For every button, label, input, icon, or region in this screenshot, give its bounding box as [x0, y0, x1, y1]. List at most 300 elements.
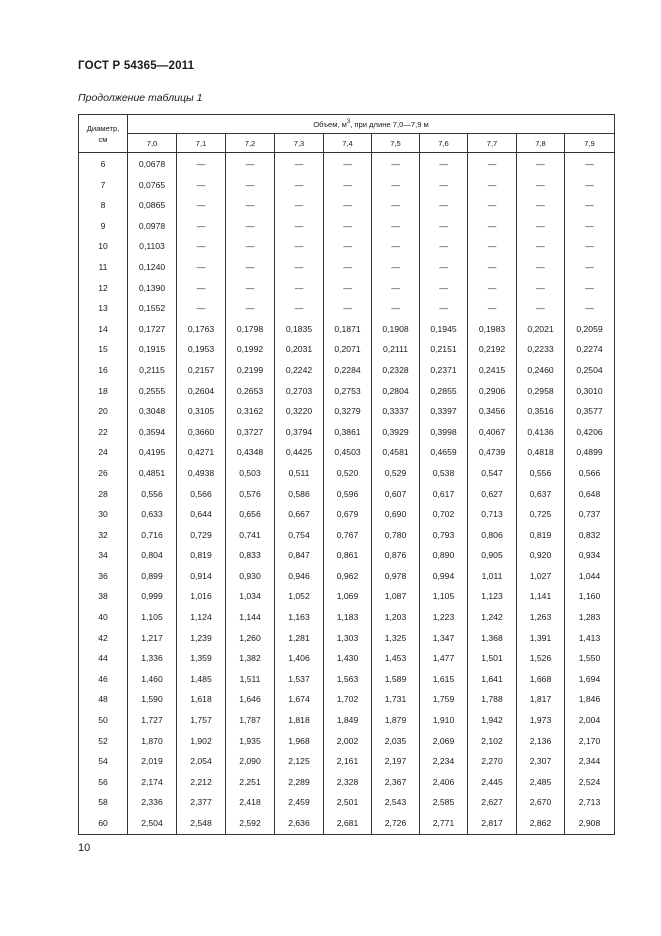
- volume-cell: 2,485: [517, 772, 565, 793]
- volume-cell: —: [275, 298, 324, 319]
- table-row: [79, 751, 615, 772]
- volume-cell: 1,413: [565, 628, 615, 649]
- volume-cell: —: [372, 195, 420, 216]
- volume-cell: 0,3010: [565, 381, 615, 402]
- volume-cell: 0,4739: [468, 442, 517, 463]
- volume-cell: —: [517, 195, 565, 216]
- volume-cell: 0,586: [275, 484, 324, 505]
- volume-cell: 0,930: [226, 566, 275, 587]
- volume-cell: 1,787: [226, 710, 275, 731]
- volume-cell: 1,910: [420, 710, 468, 731]
- volume-cell: 2,125: [275, 751, 324, 772]
- length-header-cell: 7,1: [177, 134, 226, 153]
- volume-cell: —: [324, 153, 372, 175]
- volume-cell: —: [275, 216, 324, 237]
- volume-cell: 1,694: [565, 669, 615, 690]
- volume-cell: 2,197: [372, 751, 420, 772]
- diameter-cell: 46: [79, 669, 128, 690]
- volume-cell: —: [177, 175, 226, 196]
- volume-cell: 0,4206: [565, 422, 615, 443]
- volume-cell: 1,163: [275, 607, 324, 628]
- table-row: [79, 586, 615, 607]
- volume-cell: 1,590: [128, 689, 177, 710]
- volume-cell: —: [372, 236, 420, 257]
- table-row: [79, 360, 615, 381]
- volume-cell: 0,1798: [226, 319, 275, 340]
- table-row: [79, 669, 615, 690]
- volume-cell: 1,359: [177, 648, 226, 669]
- length-header-cell: 7,8: [517, 134, 565, 153]
- volume-cell: 0,3397: [420, 401, 468, 422]
- volume-cell: 0,920: [517, 545, 565, 566]
- volume-cell: 0,4818: [517, 442, 565, 463]
- volume-cell: 0,1871: [324, 319, 372, 340]
- volume-cell: 0,556: [128, 484, 177, 505]
- diameter-cell: 48: [79, 689, 128, 710]
- volume-cell: 1,615: [420, 669, 468, 690]
- volume-cell: 2,585: [420, 792, 468, 813]
- volume-cell: 1,589: [372, 669, 420, 690]
- volume-cell: 2,377: [177, 792, 226, 813]
- table-caption: Продолжение таблицы 1: [78, 92, 203, 104]
- volume-cell: 0,2031: [275, 339, 324, 360]
- volume-cell: 1,485: [177, 669, 226, 690]
- volume-cell: 1,731: [372, 689, 420, 710]
- volume-cell: 1,281: [275, 628, 324, 649]
- volume-cell: —: [324, 298, 372, 319]
- volume-cell: 1,368: [468, 628, 517, 649]
- volume-cell: 1,563: [324, 669, 372, 690]
- volume-cell: 2,234: [420, 751, 468, 772]
- volume-cell: 2,307: [517, 751, 565, 772]
- diameter-cell: 20: [79, 401, 128, 422]
- volume-cell: —: [420, 195, 468, 216]
- volume-cell: —: [420, 236, 468, 257]
- volume-cell: 0,847: [275, 545, 324, 566]
- volume-cell: 0,556: [517, 463, 565, 484]
- volume-cell: 0,4425: [275, 442, 324, 463]
- volume-cell: 0,4659: [420, 442, 468, 463]
- volume-cell: 0,934: [565, 545, 615, 566]
- volume-cell: —: [177, 257, 226, 278]
- volume-cell: 0,2151: [420, 339, 468, 360]
- volume-cell: 1,283: [565, 607, 615, 628]
- volume-cell: —: [226, 298, 275, 319]
- volume-cell: —: [226, 236, 275, 257]
- volume-cell: 0,566: [565, 463, 615, 484]
- volume-cell: 1,817: [517, 689, 565, 710]
- volume-cell: 1,477: [420, 648, 468, 669]
- volume-cell: 2,035: [372, 731, 420, 752]
- volume-cell: —: [565, 257, 615, 278]
- volume-cell: 0,2855: [420, 381, 468, 402]
- diameter-column-header: [79, 115, 128, 153]
- diameter-header-line2: см: [98, 134, 108, 144]
- volume-cell: —: [324, 257, 372, 278]
- volume-cell: 1,336: [128, 648, 177, 669]
- table-row: [79, 689, 615, 710]
- volume-cell: 0,538: [420, 463, 468, 484]
- volume-cell: 1,879: [372, 710, 420, 731]
- volume-cell: 1,123: [468, 586, 517, 607]
- volume-cell: —: [177, 278, 226, 299]
- volume-cell: —: [420, 216, 468, 237]
- table-row: [79, 628, 615, 649]
- volume-cell: 0,713: [468, 504, 517, 525]
- volume-cell: 1,550: [565, 648, 615, 669]
- volume-cell: 0,737: [565, 504, 615, 525]
- volume-cell: 2,328: [324, 772, 372, 793]
- volume-header-suffix: , при длине 7,0—7,9 м: [350, 119, 429, 129]
- volume-cell: 1,788: [468, 689, 517, 710]
- volume-cell: 0,1763: [177, 319, 226, 340]
- volume-cell: —: [468, 195, 517, 216]
- table-row: [79, 422, 615, 443]
- volume-cell: 0,4938: [177, 463, 226, 484]
- document-standard-header: ГОСТ Р 54365—2011: [78, 60, 195, 72]
- volume-cell: 1,968: [275, 731, 324, 752]
- table-row: [79, 339, 615, 360]
- volume-cell: 0,3516: [517, 401, 565, 422]
- volume-cell: 0,2703: [275, 381, 324, 402]
- volume-cell: 0,3929: [372, 422, 420, 443]
- volume-cell: 0,876: [372, 545, 420, 566]
- volume-cell: 1,618: [177, 689, 226, 710]
- volume-cell: —: [468, 257, 517, 278]
- volume-cell: 0,4348: [226, 442, 275, 463]
- volume-cell: 1,511: [226, 669, 275, 690]
- volume-cell: —: [372, 153, 420, 175]
- volume-cell: —: [517, 216, 565, 237]
- volume-cell: 0,3162: [226, 401, 275, 422]
- volume-cell: 0,511: [275, 463, 324, 484]
- volume-cell: 0,2274: [565, 339, 615, 360]
- volume-cell: —: [468, 216, 517, 237]
- volume-cell: 2,713: [565, 792, 615, 813]
- volume-cell: 1,641: [468, 669, 517, 690]
- diameter-cell: 60: [79, 813, 128, 834]
- volume-cell: 2,771: [420, 813, 468, 834]
- volume-cell: 0,4581: [372, 442, 420, 463]
- volume-cell: 0,3794: [275, 422, 324, 443]
- volume-cell: 0,725: [517, 504, 565, 525]
- volume-cell: —: [177, 236, 226, 257]
- volume-cell: 0,2328: [372, 360, 420, 381]
- volume-cell: 0,2284: [324, 360, 372, 381]
- volume-cell: 2,501: [324, 792, 372, 813]
- volume-cell: 0,861: [324, 545, 372, 566]
- volume-cell: —: [226, 278, 275, 299]
- volume-cell: 1,846: [565, 689, 615, 710]
- table-row: [79, 298, 615, 319]
- volume-cell: 0,617: [420, 484, 468, 505]
- volume-cell: 0,1945: [420, 319, 468, 340]
- volume-cell: 2,054: [177, 751, 226, 772]
- volume-cell: 0,633: [128, 504, 177, 525]
- volume-cell: 0,644: [177, 504, 226, 525]
- volume-cell: 0,547: [468, 463, 517, 484]
- diameter-cell: 30: [79, 504, 128, 525]
- volume-cell: 0,1835: [275, 319, 324, 340]
- volume-cell: 0,0765: [128, 175, 177, 196]
- volume-cell: 0,994: [420, 566, 468, 587]
- table-row: [79, 442, 615, 463]
- volume-cell: —: [565, 236, 615, 257]
- diameter-cell: 38: [79, 586, 128, 607]
- volume-cell: 0,890: [420, 545, 468, 566]
- volume-cell: 2,862: [517, 813, 565, 834]
- volume-cell: 0,1552: [128, 298, 177, 319]
- volume-cell: 0,637: [517, 484, 565, 505]
- diameter-cell: 58: [79, 792, 128, 813]
- volume-cell: —: [226, 257, 275, 278]
- volume-cell: 1,069: [324, 586, 372, 607]
- volume-cell: —: [372, 216, 420, 237]
- volume-cell: 0,2958: [517, 381, 565, 402]
- volume-cell: —: [275, 278, 324, 299]
- diameter-cell: 50: [79, 710, 128, 731]
- volume-cell: —: [324, 195, 372, 216]
- volume-cell: —: [177, 195, 226, 216]
- diameter-cell: 11: [79, 257, 128, 278]
- volume-cell: 0,978: [372, 566, 420, 587]
- volume-cell: 2,367: [372, 772, 420, 793]
- diameter-cell: 34: [79, 545, 128, 566]
- volume-cell: 0,679: [324, 504, 372, 525]
- volume-cell: 2,002: [324, 731, 372, 752]
- volume-cell: 1,453: [372, 648, 420, 669]
- volume-cell: 1,052: [275, 586, 324, 607]
- volume-cell: 1,382: [226, 648, 275, 669]
- volume-cell: 2,289: [275, 772, 324, 793]
- volume-cell: —: [324, 216, 372, 237]
- volume-cell: 0,529: [372, 463, 420, 484]
- volume-cell: 1,183: [324, 607, 372, 628]
- volume-cell: 0,819: [177, 545, 226, 566]
- volume-header-prefix: Объем, м: [313, 119, 347, 129]
- volume-cell: 0,1240: [128, 257, 177, 278]
- volume-cell: 0,3220: [275, 401, 324, 422]
- volume-cell: 0,1390: [128, 278, 177, 299]
- volume-cell: 0,3577: [565, 401, 615, 422]
- volume-cell: —: [275, 175, 324, 196]
- diameter-cell: 56: [79, 772, 128, 793]
- diameter-cell: 13: [79, 298, 128, 319]
- volume-cell: 1,501: [468, 648, 517, 669]
- volume-cell: 2,270: [468, 751, 517, 772]
- volume-cell: 1,727: [128, 710, 177, 731]
- volume-cell: 0,0978: [128, 216, 177, 237]
- volume-cell: 0,1908: [372, 319, 420, 340]
- volume-cell: —: [468, 298, 517, 319]
- volume-cell: 0,804: [128, 545, 177, 566]
- table-row: [79, 278, 615, 299]
- volume-cell: 0,3594: [128, 422, 177, 443]
- length-header-cell: 7,2: [226, 134, 275, 153]
- length-header-cell: 7,3: [275, 134, 324, 153]
- volume-cell: 2,459: [275, 792, 324, 813]
- volume-cell: —: [372, 257, 420, 278]
- diameter-cell: 28: [79, 484, 128, 505]
- volume-cell: 0,767: [324, 525, 372, 546]
- volume-cell: 0,716: [128, 525, 177, 546]
- diameter-cell: 16: [79, 360, 128, 381]
- volume-cell: 0,729: [177, 525, 226, 546]
- table-row: [79, 525, 615, 546]
- volume-cell: 0,627: [468, 484, 517, 505]
- volume-cell: 1,203: [372, 607, 420, 628]
- volume-cell: —: [565, 153, 615, 175]
- volume-cell: 0,4503: [324, 442, 372, 463]
- volume-cell: 1,973: [517, 710, 565, 731]
- volume-cell: 0,754: [275, 525, 324, 546]
- volume-table: [78, 114, 615, 835]
- volume-cell: 2,251: [226, 772, 275, 793]
- table-row: [79, 195, 615, 216]
- volume-cell: 1,460: [128, 669, 177, 690]
- volume-cell: 1,011: [468, 566, 517, 587]
- volume-cell: 0,905: [468, 545, 517, 566]
- volume-cell: —: [372, 175, 420, 196]
- volume-cell: 2,102: [468, 731, 517, 752]
- volume-cell: 0,806: [468, 525, 517, 546]
- table-row: [79, 648, 615, 669]
- volume-cell: 0,3861: [324, 422, 372, 443]
- volume-cell: —: [177, 153, 226, 175]
- volume-cell: 2,636: [275, 813, 324, 834]
- volume-cell: 0,2906: [468, 381, 517, 402]
- diameter-cell: 54: [79, 751, 128, 772]
- volume-cell: 0,2371: [420, 360, 468, 381]
- diameter-cell: 24: [79, 442, 128, 463]
- volume-cell: —: [226, 175, 275, 196]
- diameter-cell: 44: [79, 648, 128, 669]
- volume-cell: 2,543: [372, 792, 420, 813]
- diameter-cell: 8: [79, 195, 128, 216]
- volume-cell: 2,344: [565, 751, 615, 772]
- volume-cell: 2,336: [128, 792, 177, 813]
- table-row: [79, 381, 615, 402]
- diameter-cell: 42: [79, 628, 128, 649]
- volume-cell: 1,263: [517, 607, 565, 628]
- volume-cell: 2,548: [177, 813, 226, 834]
- table-row: [79, 175, 615, 196]
- volume-cell: 0,3660: [177, 422, 226, 443]
- table-row: [79, 792, 615, 813]
- volume-cell: 1,702: [324, 689, 372, 710]
- volume-cell: 0,2804: [372, 381, 420, 402]
- volume-cell: 0,4195: [128, 442, 177, 463]
- volume-cell: —: [468, 236, 517, 257]
- volume-cell: 1,260: [226, 628, 275, 649]
- volume-cell: 0,607: [372, 484, 420, 505]
- volume-cell: —: [226, 216, 275, 237]
- volume-cell: 0,999: [128, 586, 177, 607]
- volume-cell: 0,2199: [226, 360, 275, 381]
- diameter-cell: 15: [79, 339, 128, 360]
- volume-cell: 0,2604: [177, 381, 226, 402]
- volume-cell: 0,1953: [177, 339, 226, 360]
- volume-cell: 0,780: [372, 525, 420, 546]
- volume-cell: 2,136: [517, 731, 565, 752]
- volume-cell: 2,019: [128, 751, 177, 772]
- volume-cell: 0,1727: [128, 319, 177, 340]
- volume-cell: 0,1992: [226, 339, 275, 360]
- volume-cell: 1,526: [517, 648, 565, 669]
- diameter-cell: 26: [79, 463, 128, 484]
- volume-cell: —: [420, 278, 468, 299]
- length-header-row: [79, 134, 615, 153]
- volume-cell: 2,524: [565, 772, 615, 793]
- volume-cell: 1,144: [226, 607, 275, 628]
- diameter-cell: 40: [79, 607, 128, 628]
- volume-cell: 0,4899: [565, 442, 615, 463]
- volume-cell: —: [517, 236, 565, 257]
- volume-cell: 1,016: [177, 586, 226, 607]
- volume-cell: 1,391: [517, 628, 565, 649]
- volume-cell: 1,217: [128, 628, 177, 649]
- volume-cell: 2,592: [226, 813, 275, 834]
- volume-cell: 0,793: [420, 525, 468, 546]
- volume-cell: 0,667: [275, 504, 324, 525]
- length-header-cell: 7,6: [420, 134, 468, 153]
- volume-cell: 1,141: [517, 586, 565, 607]
- volume-cell: 0,962: [324, 566, 372, 587]
- volume-cell: 1,942: [468, 710, 517, 731]
- volume-cell: 0,2192: [468, 339, 517, 360]
- volume-cell: 0,3456: [468, 401, 517, 422]
- volume-cell: 0,3727: [226, 422, 275, 443]
- volume-cell: —: [517, 175, 565, 196]
- volume-cell: 2,627: [468, 792, 517, 813]
- volume-cell: 1,160: [565, 586, 615, 607]
- page-number: 10: [78, 842, 91, 854]
- volume-cell: —: [468, 153, 517, 175]
- volume-cell: —: [517, 278, 565, 299]
- table-row: [79, 319, 615, 340]
- volume-cell: —: [275, 236, 324, 257]
- volume-cell: 0,520: [324, 463, 372, 484]
- volume-cell: 0,2233: [517, 339, 565, 360]
- table-row: [79, 153, 615, 175]
- table-row: [79, 401, 615, 422]
- volume-cell: 1,347: [420, 628, 468, 649]
- volume-cell: 0,4851: [128, 463, 177, 484]
- volume-cell: 2,174: [128, 772, 177, 793]
- volume-cell: 0,899: [128, 566, 177, 587]
- diameter-header-line1: Диаметр,: [86, 123, 120, 133]
- volume-cell: —: [324, 278, 372, 299]
- volume-cell: 1,646: [226, 689, 275, 710]
- volume-cell: —: [420, 153, 468, 175]
- volume-cell: 0,2111: [372, 339, 420, 360]
- volume-cell: 0,4136: [517, 422, 565, 443]
- diameter-cell: 6: [79, 153, 128, 175]
- volume-cell: 0,2753: [324, 381, 372, 402]
- table-row: [79, 504, 615, 525]
- volume-cell: 1,044: [565, 566, 615, 587]
- table-row: [79, 772, 615, 793]
- volume-cell: 0,946: [275, 566, 324, 587]
- volume-cell: —: [420, 175, 468, 196]
- table-row: [79, 566, 615, 587]
- table-row: [79, 813, 615, 834]
- volume-cell: 1,242: [468, 607, 517, 628]
- volume-cell: —: [565, 175, 615, 196]
- diameter-cell: 22: [79, 422, 128, 443]
- volume-cell: 2,908: [565, 813, 615, 834]
- volume-cell: 1,027: [517, 566, 565, 587]
